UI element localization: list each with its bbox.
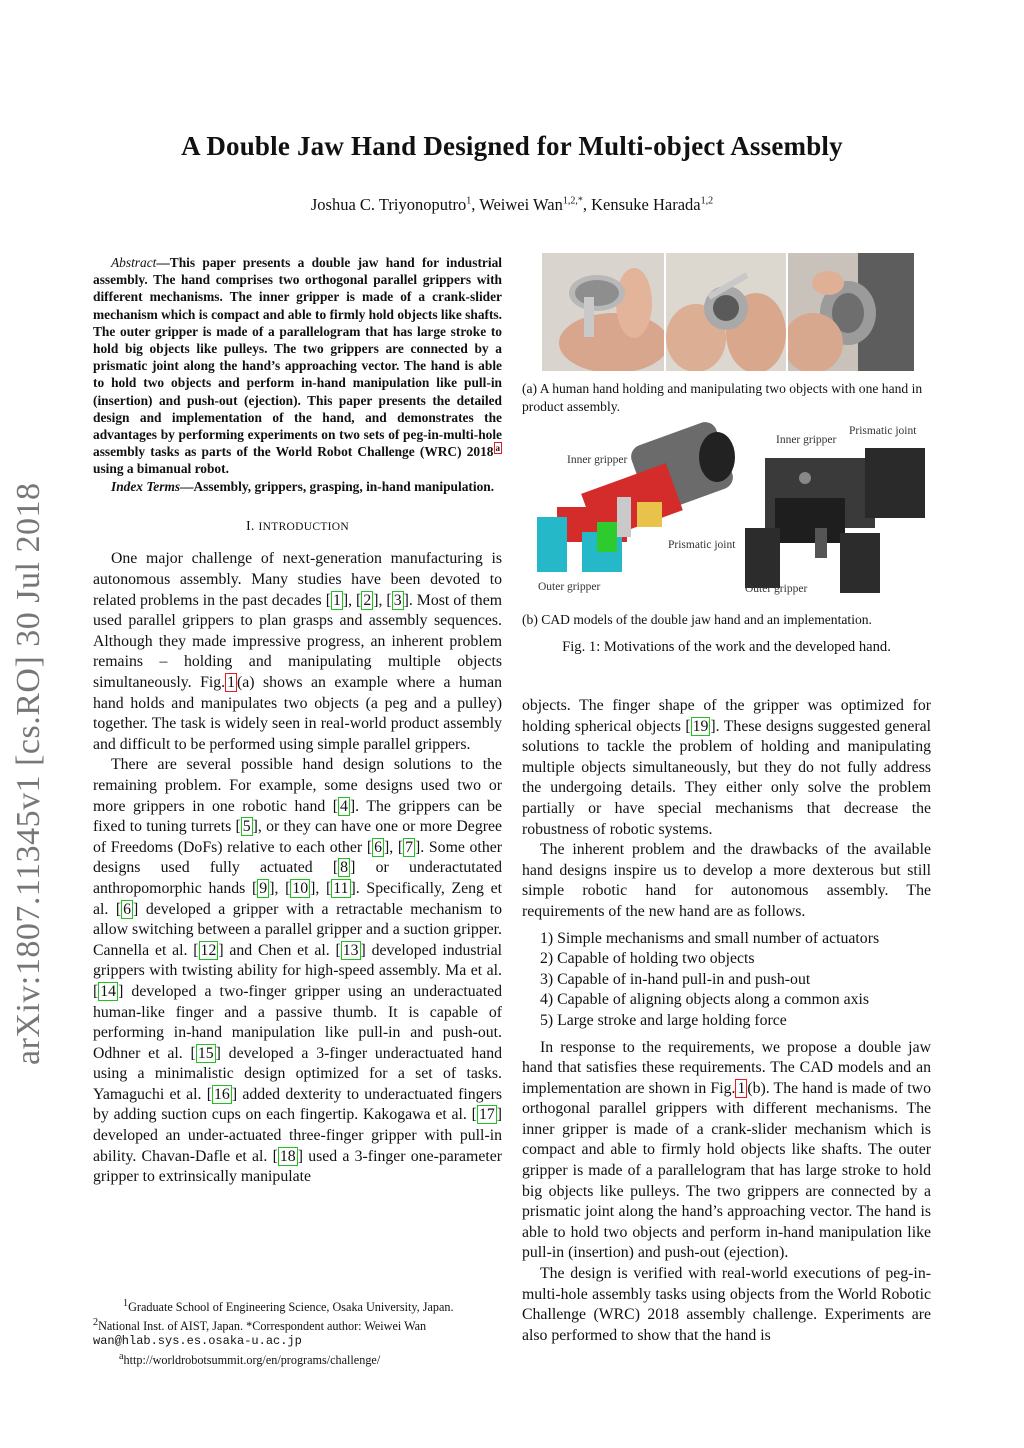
cad-model-image (527, 422, 737, 602)
citation-link[interactable]: 14 (100, 982, 117, 1000)
citation-link[interactable]: 5 (242, 818, 251, 836)
abstract: Abstract—This paper presents a double jaw hand for industrial assembly. The hand comprises two orthogonal parallel grippers with different mechanisms. The inner gripper is made of a crank-slider mechanism which is compact and able to firmly hold objects like shafts. The outer gripper is made of a parallelogram that has large stroke to hold big objects like pulleys. The two grippers are connected by a prismatic joint along the hand’s approaching vector. The hand is able to hold two objects and perform in-hand manipulation like pull-in (insertion) and push-out (ejection). This paper presents the detailed design and implementation of the hand, and demonstrates the advantages by performing experiments on two sets of peg-in-multi-hole assembly tasks as parts of the World Robot Challenge (WRC) 2018 $^a$ using a bimanual robot. (93, 255, 502, 477)
body-paragraph: One major challenge of next-generation manufacturing is autonomous assembly. Many studies have been devoted to related problems in the past decades [ 1 ], [ 2 ], [ 3 ]. Most of them used parallel grippers to plan grasps and assembly sequences. Although they made impressive progress, an inherent problem remains – holding and manipulating multiple objects simultaneously. Fig. 1 (a) shows an example where a human hand holds and manipulates two objects (a peg and a pulley) together. The task is widely seen in real-world product assembly and difficult to be performed using simple parallel grippers. (93, 550, 502, 753)
body-paragraph: objects. The finger shape of the gripper was optimized for holding spherical objects [ 19 ]. These designs suggested general solutions to tackle the problem of holding and manipulating multiple objects simultaneously, but they do not fully address the undergoing details. They either only solve the problem partially or have special mechanisms that decrease the robustness of robotic systems. (522, 697, 931, 838)
author-affiliation: 1 (466, 195, 472, 207)
paper-title: A Double Jaw Hand Designed for Multi-object Assembly (181, 131, 843, 161)
author-name: Weiwei Wan (479, 195, 563, 214)
implementation-photo (745, 438, 931, 603)
citation-link[interactable]: 17 (478, 1106, 495, 1124)
body-paragraph: In response to the requirements, we propose a double jaw hand that satisfies these requirements. The CAD models and an implementation are shown in Fig. 1 (b). The hand is made of two orthogonal parallel grippers with different mechanisms. The inner gripper is made of a crank-slider mechanism which is compact and able to firmly hold objects like shafts. The outer gripper is made of a parallelogram that has large stroke to hold big objects like pulleys. The two grippers are connected by a prismatic joint along the hand’s approaching vector. The hand is able to hold two objects and perform in-hand manipulation like pull-in (insertion) and push-out (ejection). (522, 1038, 931, 1262)
citation-link[interactable]: 7 (405, 838, 414, 856)
cad-label-outer-gripper-photo: Outer gripper (745, 583, 808, 595)
citation-link[interactable]: 11 (333, 879, 349, 897)
footnote-email[interactable]: wan@hlab.sys.es.osaka-u.ac.jp (93, 1334, 302, 1349)
body-paragraph: There are several possible hand design solutions to the remaining problem. For example, some designs used two or more grippers in one robotic hand [ 4 ]. The grippers can be fixed to tuning turrets [ 5 ], or they can have one or more Degree of Freedoms (DoFs) relative to each other [ 6 ], [ 7 ]. Some other designs used fully actuated [ 8 ] or underactutated anthropomorphic hands [ 9 ], [ 10 ], [ 11 ]. Specifically, Zeng et al. [ 6 ] developed a gripper with a retractable mechanism to allow switching between a parallel gripper and a suction gripper. Cannella et al. [ 12 ] and Chen et al. [ 13 ] developed industrial grippers with twisting ability for high-speed assembly. Ma et al. [ 14 ] developed a two-finger gripper using an underactuated human-like finger and a passive thumb. It is capable of performing in-hand manipulation like pull-in and push-out. Odhner et al. [ 15 ] developed a 3-finger underactuated hand using a minimalistic design optimized for a set of tasks. Yamaguchi et al. [ 16 ] added dexterity to underactuated fingers by adding suction cups on each fingertip. Kakogawa et al. [ 17 ] developed an under-actuated three-finger gripper with pull-in ability. Chavan-Dafle et al. [ 18 ] used a 3-finger one-parameter gripper to extrinsically manipulate (93, 756, 503, 1186)
author-list: Joshua C. Triyonoputro$^1$, Weiwei Wan$^{1,2,*}$, Kensuke Harada$^{1,2}$ (310, 195, 714, 214)
list-item: 4) Capable of aligning objects along a common axis (540, 991, 870, 1009)
left-column (93, 254, 502, 1188)
cad-label-inner-gripper-photo: Inner gripper (776, 434, 837, 446)
author-name: Kensuke Harada (591, 195, 701, 214)
list-item: 1) Simple mechanisms and small number of actuators (540, 929, 880, 947)
author-name: Joshua C. Triyonoputro (310, 195, 467, 214)
footnote-link[interactable]: a (495, 442, 500, 453)
citation-link[interactable]: 6 (123, 900, 132, 918)
photo-hand-holding-2 (666, 253, 786, 371)
list-item: 3) Capable of in-hand pull-in and push-out (540, 970, 811, 988)
footnote-affiliation-2: National Inst. of AIST, Japan. *Correspondent author: Weiwei Wan (98, 1319, 427, 1334)
requirements-list (522, 929, 931, 1032)
author-affiliation: 1,2,* (562, 195, 583, 207)
section-heading: I. INTRODUCTION (245, 518, 350, 534)
citation-link[interactable]: 8 (340, 859, 349, 877)
list-item: 2) Capable of holding two objects (540, 950, 755, 968)
cad-label-inner-gripper: Inner gripper (567, 454, 628, 466)
citation-link[interactable]: 12 (200, 941, 217, 959)
citation-link[interactable]: 10 (292, 879, 309, 897)
footnote-affiliation-1: Graduate School of Engineering Science, Osaka University, Japan. (128, 1300, 454, 1315)
list-item: 5) Large stroke and large holding force (540, 1011, 787, 1029)
figure-link[interactable]: 1 (737, 1079, 746, 1097)
citation-link[interactable]: 16 (214, 1085, 230, 1103)
body-paragraph: The inherent problem and the drawbacks of the available hand designs inspire us to develop a more dexterous but still simple robotic hand for autonomous assembly. The requirements of the new hand are as follows. (522, 841, 931, 920)
body-paragraph: The design is verified with real-world executions of peg-in-multi-hole assembly tasks using objects from the World Robotic Challenge (WRC) 2018 assembly challenge. Experiments are also performed to show that the hand is (522, 1265, 931, 1344)
citation-link[interactable]: 9 (259, 879, 268, 897)
abstract-tail: using a bimanual robot. (93, 461, 229, 477)
figure-1b-caption: (b) CAD models of the double jaw hand and an implementation. (522, 612, 872, 627)
photo-hand-holding-1 (542, 253, 664, 371)
cad-label-outer-gripper: Outer gripper (538, 581, 601, 593)
citation-link[interactable]: 3 (393, 591, 402, 609)
citation-link[interactable]: 13 (342, 941, 359, 959)
figure-1-caption: Fig. 1: Motivations of the work and the developed hand. (562, 639, 891, 655)
abstract-text: This paper presents a double jaw hand for industrial assembly. The hand comprises two orthogonal parallel grippers with different mechanisms. The inner gripper is made of a crank-slider mechanism which is compact and able to firmly hold objects like shafts. The outer gripper is made of a parallelogram that has large stroke to hold big objects like pulleys. The two grippers are connected by a prismatic joint along the hand’s approaching vector. The hand is able to hold two objects and perform in-hand manipulation like pull-in (insertion) and push-out (ejection). This paper presents the detailed design and implementation of the hand, and demonstrates the advantages by performing experiments on two sets of peg-in-multi-hole assembly tasks as parts of the World Robot Challenge (WRC) 2018 (93, 255, 502, 460)
cad-label-prismatic-joint: Prismatic joint (668, 539, 736, 551)
citation-link[interactable]: 6 (374, 838, 382, 856)
citation-link[interactable]: 19 (692, 717, 709, 735)
abstract-label: Abstract (111, 255, 157, 270)
index-terms: Index Terms—Assembly, grippers, grasping, in-hand manipulation. (111, 478, 495, 494)
index-terms-label: Index Terms (111, 478, 181, 494)
citation-link[interactable]: 4 (340, 797, 348, 815)
index-terms-text: Assembly, grippers, grasping, in-hand manipulation. (193, 478, 495, 494)
footnotes: $^1$Graduate School of Engineering Science, Osaka University, Japan. $^2$National Inst. of AIST, Japan. *Correspondent author: Weiwei Wan wan@hlab.sys.es.osaka-u.ac.jp $^a$http://worldrobotsummit.org/en/programs/challenge/ (93, 1296, 502, 1368)
cad-label-prismatic-joint-photo: Prismatic joint (849, 425, 917, 437)
citation-link[interactable]: 2 (363, 591, 372, 609)
photo-hand-holding-3 (788, 253, 914, 371)
citation-link[interactable]: 15 (197, 1044, 214, 1062)
right-column (522, 696, 931, 1346)
figure-1a-caption: (a) A human hand holding and manipulating two objects with one hand in product assembly. (522, 381, 923, 414)
arxiv-identifier: arXiv:1807.11345v1 [cs.RO] 30 Jul 2018 (10, 482, 47, 1065)
figure-link[interactable]: 1 (227, 674, 235, 691)
citation-link[interactable]: 18 (279, 1147, 296, 1165)
citation-link[interactable]: 1 (332, 591, 341, 609)
footnote-url[interactable]: http://worldrobotsummit.org/en/programs/challenge/ (123, 1353, 381, 1368)
author-affiliation: 1,2 (700, 195, 714, 207)
